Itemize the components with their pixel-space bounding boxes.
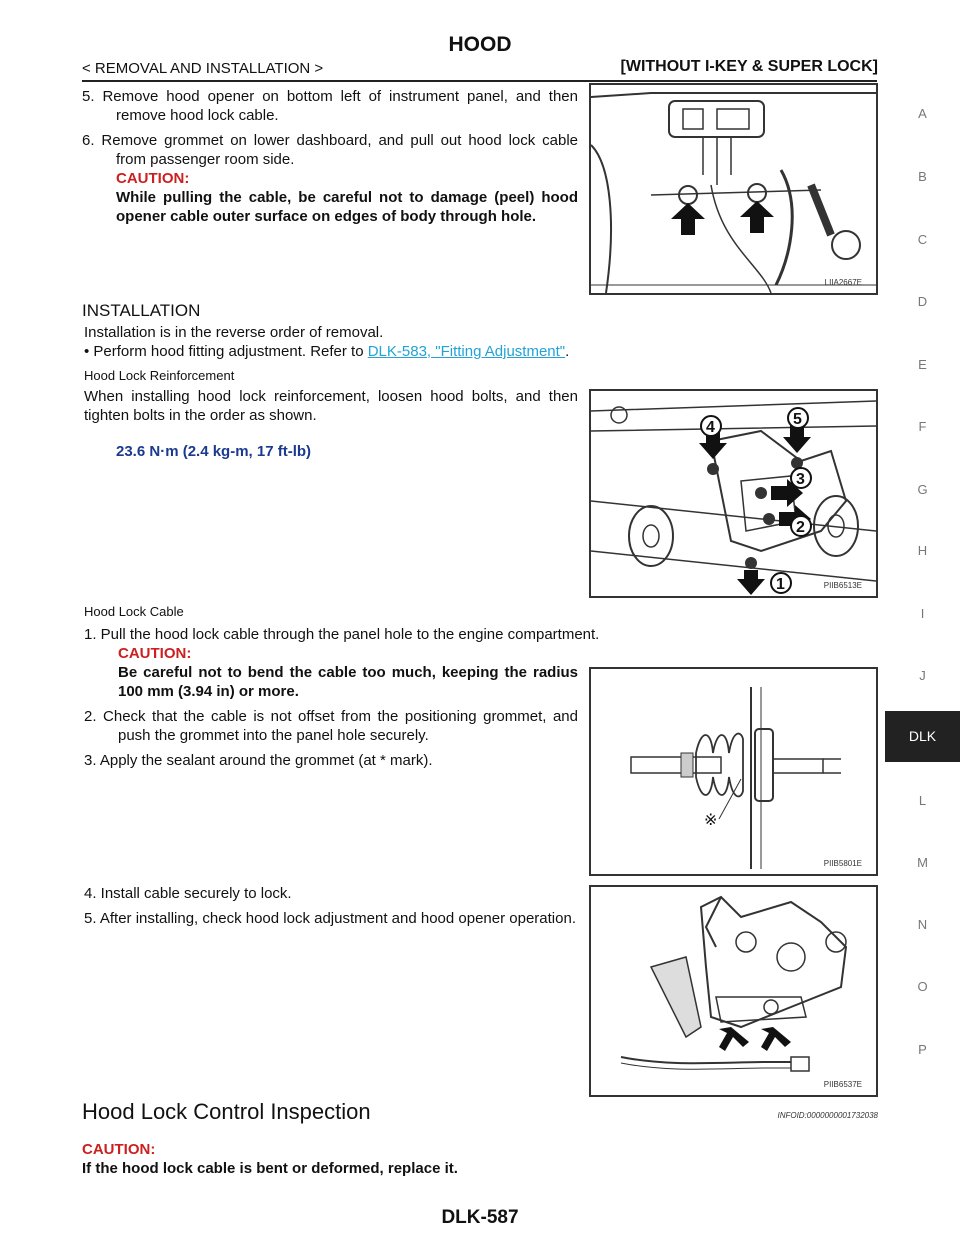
- cable-step-2: 2. Check that the cable is not offset from the positioning grommet, and push the grommet into the panel hole securely.: [84, 708, 578, 744]
- bullet-suffix: .: [565, 343, 570, 360]
- index-tab-m[interactable]: M: [917, 855, 928, 870]
- index-tab-a[interactable]: A: [918, 106, 927, 121]
- index-tab-h[interactable]: H: [917, 543, 928, 558]
- reinforcement-heading: Hood Lock Reinforcement: [84, 368, 235, 383]
- callout-5: 5: [793, 411, 802, 428]
- page-number: DLK-587: [441, 1207, 519, 1228]
- callout-2: 2: [796, 519, 805, 536]
- header-left-label: < REMOVAL AND INSTALLATION >: [82, 60, 324, 77]
- cable-step-1-text: 1. Pull the hood lock cable through the panel hole to the engine compartment.: [84, 626, 600, 643]
- index-tab-c[interactable]: C: [917, 232, 928, 247]
- index-tab-dlk[interactable]: DLK: [885, 711, 960, 762]
- installation-heading: INSTALLATION: [82, 301, 201, 320]
- cable-caution-text: Be careful not to bend the cable too much, keeping the radius 100 mm (3.94 in) or more.: [118, 664, 578, 700]
- cable-final-steps: [84, 884, 578, 928]
- cable-heading: Hood Lock Cable: [84, 604, 184, 619]
- callout-4: 4: [706, 419, 715, 436]
- figure-reinforcement: [589, 389, 878, 598]
- figure-id: PIIB5801E: [823, 859, 862, 868]
- section-title: HOOD: [448, 33, 512, 56]
- figure-id: PIIB6513E: [823, 581, 862, 590]
- figure-id: LIIA2667E: [824, 278, 862, 287]
- bullet-text: • Perform hood fitting adjustment. Refer to: [84, 343, 368, 360]
- removal-caution-text: While pulling the cable, be careful not to damage (peel) hood opener cable outer surface on edges of body through hole.: [116, 189, 578, 225]
- index-tab-e[interactable]: E: [918, 357, 927, 372]
- index-tab-d[interactable]: D: [917, 294, 928, 309]
- hood-opener-illustration: [591, 85, 876, 293]
- info-id: INFOID:0000000001732038: [777, 1111, 878, 1120]
- header-rule: [82, 80, 877, 82]
- index-tab-f[interactable]: F: [918, 419, 927, 434]
- header-right-label: [WITHOUT I-KEY & SUPER LOCK]: [620, 58, 878, 75]
- installation-bullet: [84, 342, 864, 361]
- index-tab-g[interactable]: G: [917, 482, 928, 497]
- figure-hood-opener: [589, 83, 878, 295]
- figure-id: PIIB6537E: [823, 1080, 862, 1089]
- index-tab-j[interactable]: J: [919, 668, 926, 683]
- inspection-caution-label: CAUTION:: [82, 1141, 156, 1158]
- removal-step-5: 5. Remove hood opener on bottom left of instrument panel, and then remove hood lock cable.: [82, 88, 578, 124]
- cable-step-4: 4. Install cable securely to lock.: [84, 885, 292, 902]
- figure-grommet: [589, 667, 878, 876]
- cable-step-3: 3. Apply the sealant around the grommet (at * mark).: [84, 752, 433, 769]
- hood-lock-illustration: [591, 887, 876, 1095]
- cable-step-5: 5. After installing, check hood lock adjustment and hood opener operation.: [84, 910, 576, 927]
- grommet-illustration: [591, 669, 876, 874]
- inspection-heading: Hood Lock Control Inspection: [82, 1099, 371, 1124]
- sealant-mark: ※: [704, 810, 718, 829]
- removal-steps: [82, 87, 578, 226]
- cable-step-1: [84, 625, 684, 644]
- index-tab-n[interactable]: N: [917, 917, 928, 932]
- fitting-adjustment-link[interactable]: DLK-583, "Fitting Adjustment": [367, 343, 566, 360]
- torque-spec: 23.6 N·m (2.4 kg-m, 17 ft-lb): [116, 443, 312, 460]
- callout-3: 3: [796, 471, 805, 488]
- figure-hood-lock: [589, 885, 878, 1097]
- cable-caution-label: CAUTION:: [118, 645, 192, 662]
- removal-caution-label: CAUTION:: [116, 170, 190, 187]
- index-tab-l[interactable]: L: [918, 793, 927, 808]
- removal-step-6: 6. Remove grommet on lower dashboard, and pull out hood lock cable from passenger room side.: [82, 132, 578, 168]
- index-tab-b[interactable]: B: [918, 169, 927, 184]
- cable-steps: [84, 644, 578, 770]
- reinforcement-illustration: [591, 391, 876, 596]
- reinforcement-text: When installing hood lock reinforcement, loosen hood bolts, and then tighten bolts in the order as shown.: [84, 388, 578, 424]
- installation-line: Installation is in the reverse order of removal.: [84, 324, 384, 341]
- index-tab-o[interactable]: O: [917, 979, 928, 994]
- index-tab-i[interactable]: I: [920, 606, 925, 621]
- callout-1: 1: [776, 576, 785, 593]
- inspection-caution-text: If the hood lock cable is bent or deformed, replace it.: [82, 1160, 458, 1177]
- index-tab-p[interactable]: P: [918, 1042, 927, 1057]
